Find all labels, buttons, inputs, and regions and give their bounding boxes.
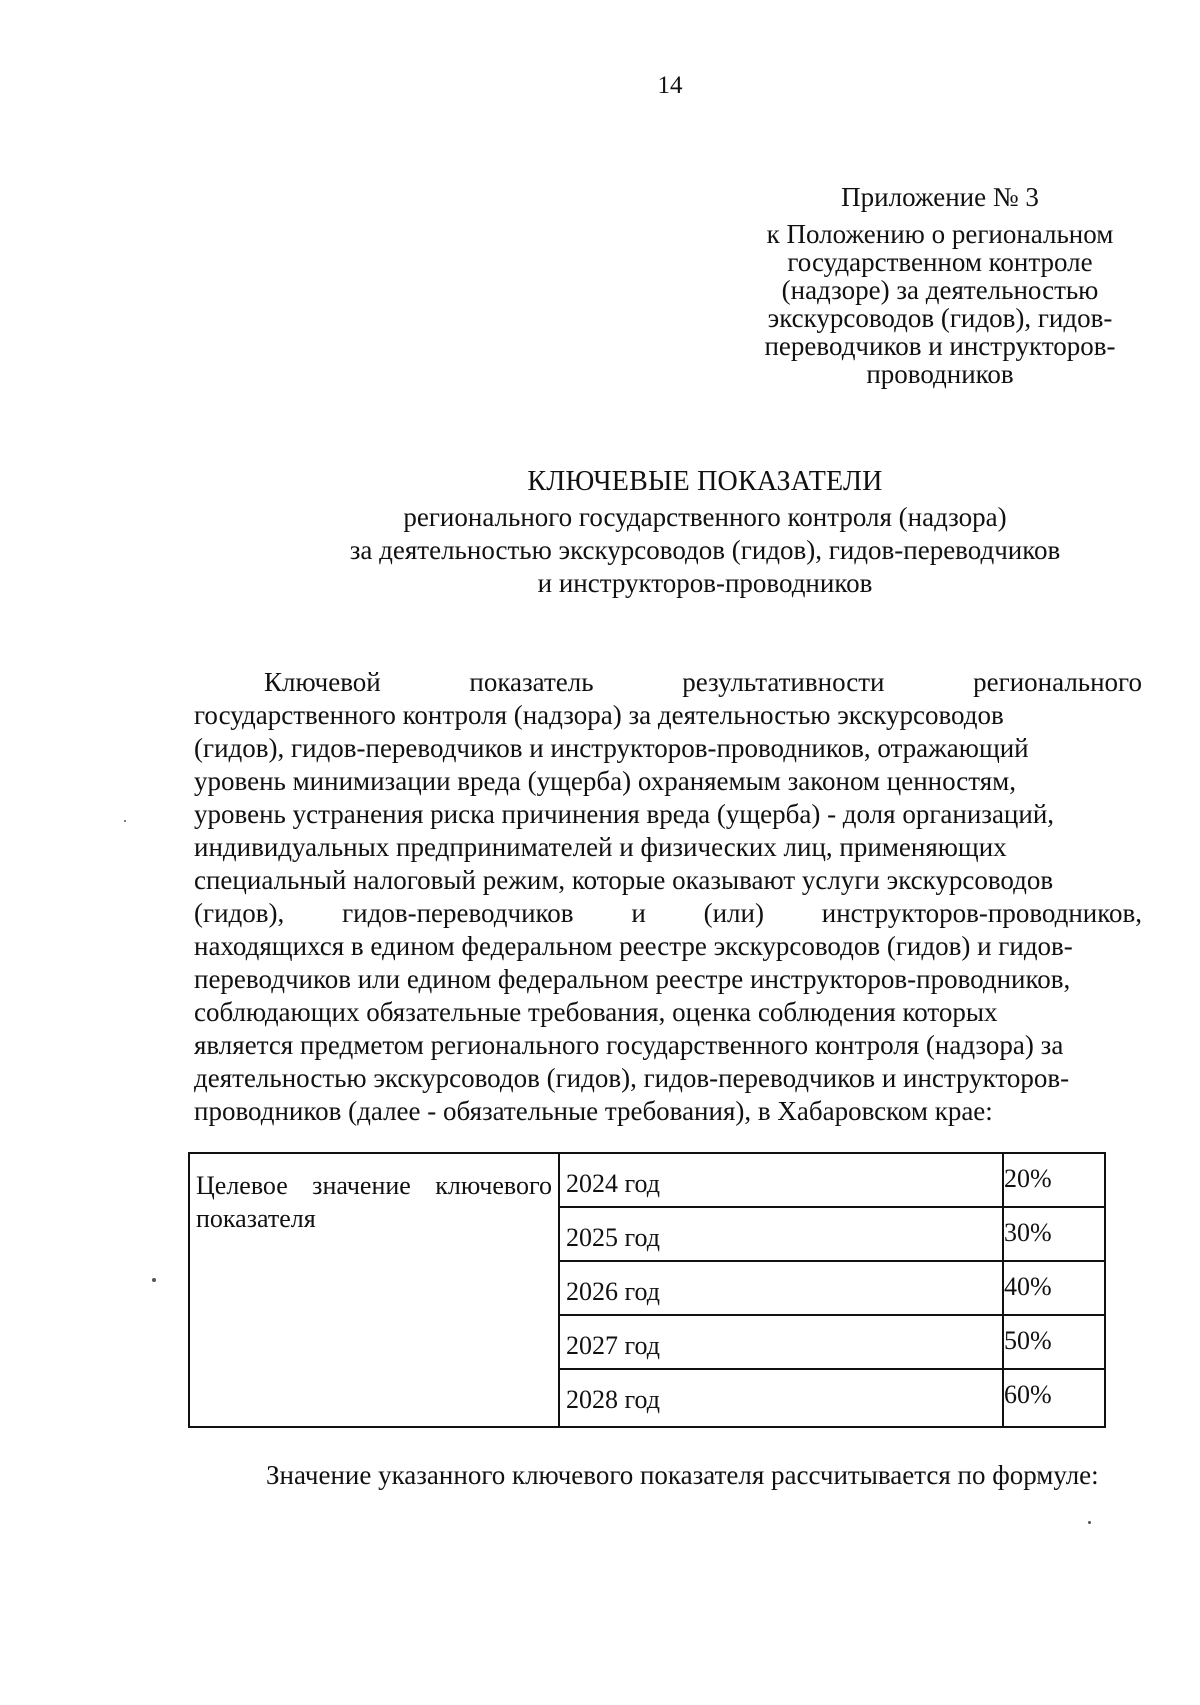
kpi-label-word: Целевое [196,1171,288,1200]
kpi-year: 2027 год [566,1331,660,1360]
heading-title: КЛЮЧЕВЫЕ ПОКАЗАТЕЛИ [527,466,883,497]
paragraph-word: регионального [973,667,1142,697]
appendix-title: Приложение № 3 [841,182,1039,212]
paragraph-word: Ключевой [264,667,381,697]
formula-intro: Значение указанного ключевого показателя рассчитывается по формуле: [266,1460,1099,1490]
kpi-year: 2028 год [566,1385,660,1414]
body-paragraph [194,666,1142,1128]
paragraph-spaced-line [194,897,1142,930]
scan-speck [1088,1521,1091,1524]
kpi-value: 60% [1004,1380,1052,1409]
heading-line: за деятельностью экскурсоводов (гидов), гидов-переводчиков [349,535,1061,565]
table-row [560,1154,1104,1208]
appendix-line: экскурсоводов (гидов), гидов- [767,303,1113,333]
paragraph-line: находящихся в едином федеральном реестре экскурсоводов (гидов) и гидов- [194,931,1073,961]
kpi-year: 2026 год [566,1277,660,1306]
kpi-value: 20% [1004,1164,1052,1193]
paragraph-word: и [631,898,646,928]
heading-line: регионального государственного контроля (надзора) [403,502,1007,532]
appendix-block [740,184,1140,389]
paragraph-word: (гидов), [194,898,285,928]
scan-speck [152,1278,156,1282]
appendix-line: к Положению о региональном [766,219,1114,249]
appendix-line: (надзоре) за деятельностью [781,275,1099,305]
paragraph-line: деятельностью экскурсоводов (гидов), гидов-переводчиков и инструкторов- [194,1063,1070,1093]
kpi-value: 40% [1004,1272,1052,1301]
paragraph-last-line: проводников (далее - обязательные требования), в Хабаровском крае: [194,1096,993,1126]
kpi-label-line [196,1169,552,1202]
table-row [560,1316,1104,1370]
paragraph-line: государственного контроля (надзора) за деятельностью экскурсоводов [194,700,1004,730]
paragraph-word: (или) [703,898,764,928]
paragraph-line: уровень устранения риска причинения вреда (ущерба) - доля организаций, [194,799,1055,829]
page-number: 14 [657,72,683,99]
paragraph-word: инструкторов-проводников, [821,898,1142,928]
paragraph-line: (гидов), гидов-переводчиков и инструкторов-проводников, отражающий [194,733,1029,763]
paragraph-line: специальный налоговый режим, которые оказывают услуги экскурсоводов [194,865,1054,895]
kpi-value: 50% [1004,1326,1052,1355]
document-heading [280,466,1130,601]
paragraph-line: уровень минимизации вреда (ущерба) охраняемым законом ценностям, [194,766,1016,796]
paragraph-word: показатель [469,667,594,697]
paragraph-word: результативности [682,667,885,697]
table-row [560,1262,1104,1316]
paragraph-word: гидов-переводчиков [342,898,574,928]
kpi-label-cell [190,1154,560,1426]
table-column-divider [1002,1152,1004,1428]
kpi-table [188,1152,1106,1428]
kpi-year: 2025 год [566,1223,660,1252]
paragraph-first-line [194,666,1142,699]
kpi-label-word: значение [312,1171,411,1200]
appendix-line: проводников [866,359,1014,389]
heading-line: и инструкторов-проводников [537,568,873,598]
kpi-year: 2024 год [566,1169,660,1198]
kpi-value: 30% [1004,1218,1052,1247]
kpi-label-line: показателя [196,1204,316,1233]
table-row [560,1370,1104,1424]
paragraph-line: индивидуальных предпринимателей и физических лиц, применяющих [194,832,1007,862]
table-row [560,1208,1104,1262]
kpi-label-word: ключевого [435,1171,552,1200]
scan-speck [124,820,126,822]
appendix-line: переводчиков и инструкторов- [764,331,1116,361]
paragraph-line: переводчиков или едином федеральном реестре инструкторов-проводников, [194,964,1071,994]
appendix-line: государственном контроле [787,247,1093,277]
paragraph-line: соблюдающих обязательные требования, оценка соблюдения которых [194,997,998,1027]
paragraph-line: является предметом регионального государственного контроля (надзора) за [194,1030,1064,1060]
